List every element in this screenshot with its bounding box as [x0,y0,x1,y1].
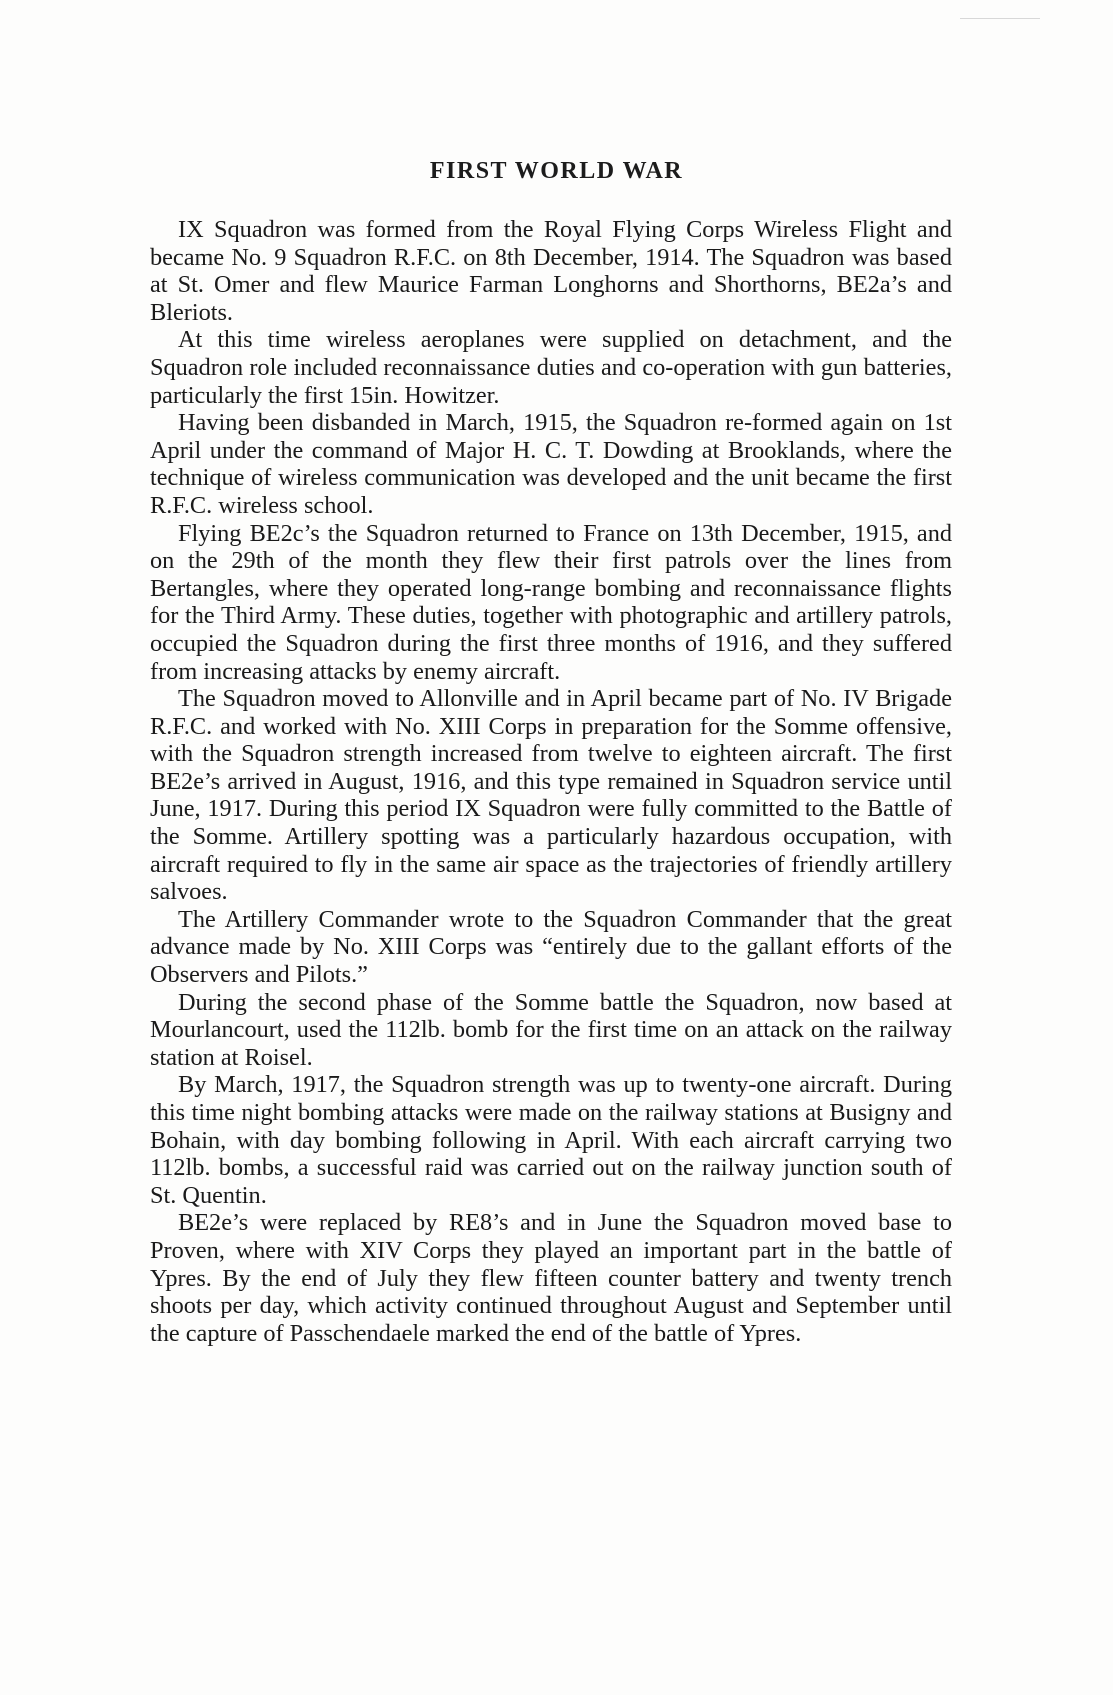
paragraph: The Squadron moved to Allonville and in April became part of No. IV Brigade R.F.C. and worked with No. XIII Corps in preparation for the Somme offensive, with the Squadron strength increased from twelve to eighteen aircraft. The first BE2e’s arrived in August, 1916, and this type remained in Squadron service until June, 1917. During this period IX Squadron were fully committed to the Battle of the Somme. Artillery spotting was a particularly hazardous occupation, with aircraft required to fly in the same air space as the trajectories of friendly artillery salvoes. [150,685,952,906]
paragraph: IX Squadron was formed from the Royal Flying Corps Wireless Flight and became No. 9 Squadron R.F.C. on 8th December, 1914. The Squadron was based at St. Omer and flew Maurice Farman Longhorns and Shorthorns, BE2a’s and Bleriots. [150,216,952,326]
paragraph: BE2e’s were replaced by RE8’s and in June the Squadron moved base to Proven, where with XIV Corps they played an important part in the battle of Ypres. By the end of July they flew fifteen counter battery and twenty trench shoots per day, which activity continued throughout August and September until the capture of Passchendaele marked the end of the battle of Ypres. [150,1209,952,1347]
top-divider [960,18,1040,19]
paragraph: Having been disbanded in March, 1915, the Squadron re-formed again on 1st April under the command of Major H. C. T. Dowding at Brooklands, where the technique of wireless communication was developed and the unit became the first R.F.C. wireless school. [150,409,952,519]
page-title: FIRST WORLD WAR [429,158,684,184]
paragraph: The Artillery Commander wrote to the Squadron Commander that the great advance made by No. XIII Corps was “entirely due to the gallant efforts of the Observers and Pilots.” [150,905,952,989]
paragraph: Flying BE2c’s the Squadron returned to France on 13th December, 1915, and on the 29th of the month they flew their first patrols over the lines from Bertangles, where they operated long-range bombing and reconnaissance flights for the Third Army. These duties, together with photographic and artillery patrols, occupied the Squadron during the first three months of 1916, and they suffered from increasing attacks by enemy aircraft. [150,519,952,685]
paragraph: During the second phase of the Somme battle the Squadron, now based at Mourlancourt, used the 112lb. bomb for the first time on an attack on the railway station at Roisel. [150,988,952,1071]
paragraph: At this time wireless aeroplanes were supplied on detachment, and the Squadron role included reconnaissance duties and co-operation with gun batteries, particularly the first 15in. Howitzer. [150,326,952,409]
paragraph: By March, 1917, the Squadron strength was up to twenty-one aircraft. During this time night bombing attacks were made on the railway stations at Busigny and Bohain, with day bombing following in April. With each aircraft carrying two 112lb. bombs, a successful raid was carried out on the railway junction south of St. Quentin. [150,1071,952,1209]
body-text [150,216,952,1347]
